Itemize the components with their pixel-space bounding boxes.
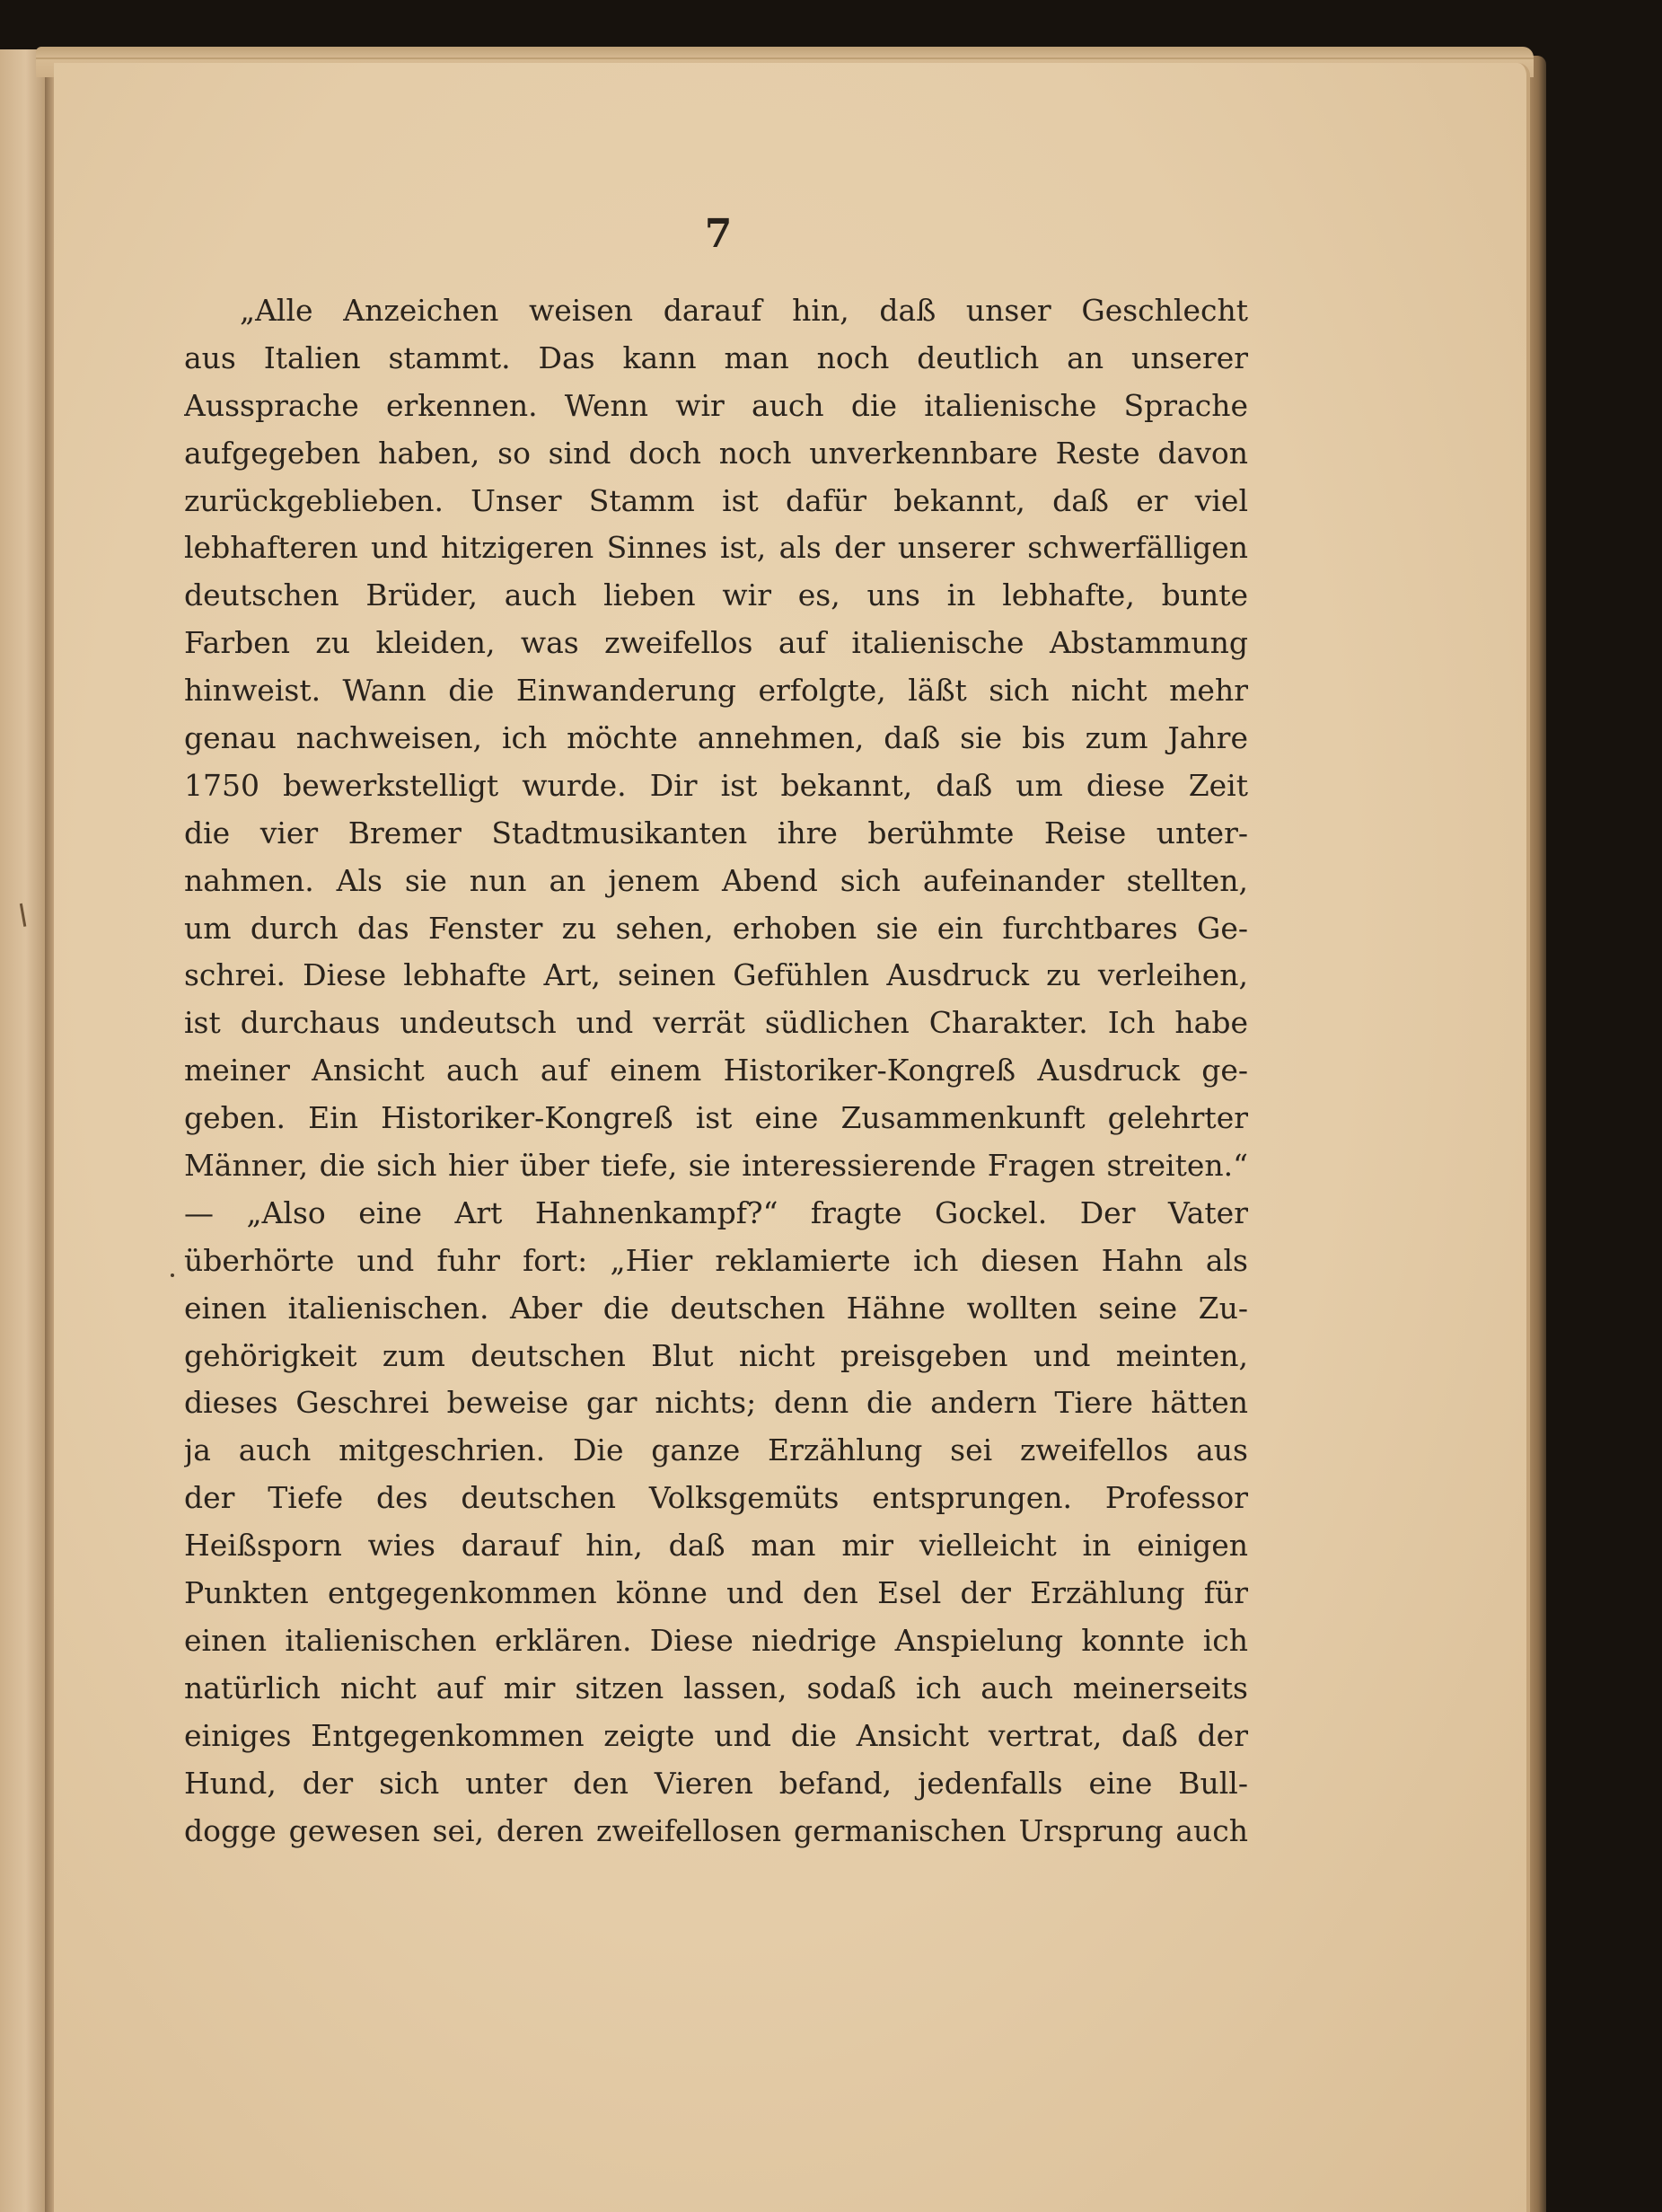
text-line: aus Italien stammt. Das kann man noch deutlich an unserer xyxy=(184,339,1248,375)
text-line: einen italienischen erklären. Diese niedrige Anspielung konnte ich xyxy=(184,1622,1248,1658)
text-line: lebhafteren und hitzigeren Sinnes ist, als der unserer schwerfälligen xyxy=(184,530,1248,566)
text-line: Farben zu kleiden, was zweifellos auf italienische Abstammung xyxy=(184,625,1248,661)
text-line: einen italienischen. Aber die deutschen Hähne wollten seine Zu- xyxy=(184,1290,1248,1326)
page-number: 7 xyxy=(704,211,733,257)
text-line: ja auch mitgeschrien. Die ganze Erzählung sei zweifellos aus xyxy=(184,1432,1248,1468)
text-line: einiges Entgegenkommen zeigte und die Ansicht vertrat, daß der xyxy=(184,1717,1248,1753)
text-line: der Tiefe des deutschen Volksgemüts entsprungen. Professor xyxy=(184,1480,1248,1516)
text-line: „Alle Anzeichen weisen darauf hin, daß unser Geschlecht xyxy=(240,293,1248,328)
previous-page-edge xyxy=(0,49,47,2212)
text-line: Aussprache erkennen. Wenn wir auch die italienische Sprache xyxy=(184,387,1248,423)
text-line: aufgegeben haben, so sind doch noch unverkennbare Reste davon xyxy=(184,435,1248,471)
text-line: Heißsporn wies darauf hin, daß man mir vielleicht in einigen xyxy=(184,1528,1248,1564)
text-line: gehörigkeit zum deutschen Blut nicht preisgeben und meinten, xyxy=(184,1337,1248,1373)
text-line: Männer, die sich hier über tiefe, sie interessierende Fragen streiten.“ xyxy=(184,1148,1248,1184)
text-line: deutschen Brüder, auch lieben wir es, uns in lebhafte, bunte xyxy=(184,577,1248,613)
text-line: hinweist. Wann die Einwanderung erfolgte, läßt sich nicht mehr xyxy=(184,673,1248,709)
ink-speck xyxy=(171,1273,174,1277)
text-line: meiner Ansicht auch auf einem Historiker-Kongreß Ausdruck ge- xyxy=(184,1053,1248,1088)
text-line: — „Also eine Art Hahnenkampf?“ fragte Gockel. Der Vater xyxy=(184,1194,1248,1230)
text-line: dieses Geschrei beweise gar nichts; denn die andern Tiere hätten xyxy=(184,1385,1248,1421)
text-line: um durch das Fenster zu sehen, erhoben sie ein furchtbares Ge- xyxy=(184,910,1248,946)
text-line: ist durchaus undeutsch und verrät südlichen Charakter. Ich habe xyxy=(184,1005,1248,1041)
text-line: geben. Ein Historiker-Kongreß ist eine Zusammenkunft gelehrter xyxy=(184,1100,1248,1136)
text-line: Punkten entgegenkommen könne und den Esel der Erzählung für xyxy=(184,1575,1248,1611)
text-line: natürlich nicht auf mir sitzen lassen, sodaß ich auch meinerseits xyxy=(184,1670,1248,1705)
text-line: schrei. Diese lebhafte Art, seinen Gefühlen Ausdruck zu verleihen, xyxy=(184,957,1248,993)
text-line: dogge gewesen sei, deren zweifellosen germanischen Ursprung auch xyxy=(184,1812,1248,1848)
text-line: Hund, der sich unter den Vieren befand, jedenfalls eine Bull- xyxy=(184,1765,1248,1801)
text-line: genau nachweisen, ich möchte annehmen, daß sie bis zum Jahre xyxy=(184,720,1248,756)
text-line: zurückgeblieben. Unser Stamm ist dafür bekannt, daß er viel xyxy=(184,482,1248,518)
text-line: nahmen. Als sie nun an jenem Abend sich aufeinander stellten, xyxy=(184,862,1248,898)
text-line: die vier Bremer Stadtmusikanten ihre berühmte Reise unter- xyxy=(184,815,1248,850)
text-line: 1750 bewerkstelligt wurde. Dir ist bekannt, daß um diese Zeit xyxy=(184,767,1248,803)
body-text xyxy=(184,287,1248,1855)
text-line: überhörte und fuhr fort: „Hier reklamierte ich diesen Hahn als xyxy=(184,1242,1248,1278)
